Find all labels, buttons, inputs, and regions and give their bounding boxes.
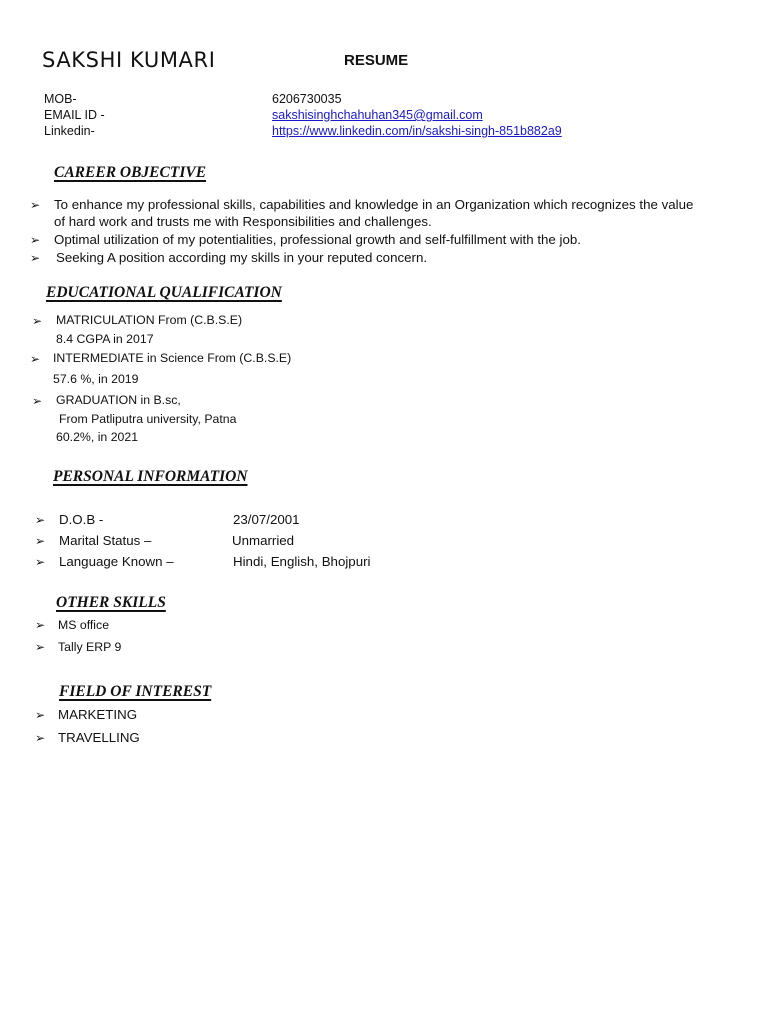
- career-item-3: Seeking A position according my skills in your reputed concern.: [56, 250, 428, 265]
- arrowhead-bullet-icon: ➢: [35, 618, 46, 632]
- skill-item-1: MS office: [58, 618, 110, 632]
- language-known-value: Hindi, English, Bhojpuri: [233, 554, 371, 569]
- arrowhead-bullet-icon: ➢: [30, 251, 41, 265]
- education-item-1-line-2: 8.4 CGPA in 2017: [56, 332, 154, 346]
- education-heading: EDUCATIONAL QUALIFICATION: [46, 284, 282, 301]
- education-item-2-line-2: 57.6 %, in 2019: [53, 372, 139, 386]
- arrowhead-bullet-icon: ➢: [35, 731, 46, 745]
- arrowhead-bullet-icon: ➢: [32, 314, 43, 328]
- personal-info-heading: PERSONAL INFORMATION: [53, 468, 248, 485]
- arrowhead-bullet-icon: ➢: [35, 640, 46, 654]
- education-item-1-line-1: MATRICULATION From (C.B.S.E): [56, 313, 243, 327]
- education-item-2-line-1: INTERMEDIATE in Science From (C.B.S.E): [53, 351, 292, 365]
- education-item-3-line-3: 60.2%, in 2021: [56, 430, 139, 444]
- mob-value: 6206730035: [272, 92, 342, 106]
- email-label: EMAIL ID -: [44, 108, 105, 122]
- education-item-3-line-1: GRADUATION in B.sc,: [56, 393, 181, 407]
- email-link[interactable]: sakshisinghchahuhan345@gmail.com: [272, 108, 483, 122]
- interest-item-1: MARKETING: [58, 707, 138, 722]
- language-known-label: Language Known –: [59, 554, 174, 569]
- arrowhead-bullet-icon: ➢: [35, 513, 46, 527]
- linkedin-link[interactable]: https://www.linkedin.com/in/sakshi-singh-851b882a9: [272, 124, 562, 138]
- marital-status-label: Marital Status –: [59, 533, 152, 548]
- candidate-name: SAKSHI KUMARI: [42, 48, 216, 72]
- resume-title: RESUME: [344, 52, 409, 69]
- mob-label: MOB-: [44, 92, 77, 106]
- other-skills-heading: OTHER SKILLS: [56, 594, 166, 611]
- career-objective-heading: CAREER OBJECTIVE: [54, 164, 207, 181]
- linkedin-label: Linkedin-: [44, 124, 95, 138]
- education-item-3-line-2: From Patliputra university, Patna: [59, 412, 237, 426]
- arrowhead-bullet-icon: ➢: [35, 534, 46, 548]
- field-of-interest-heading: FIELD OF INTEREST: [59, 683, 212, 700]
- interest-item-2: TRAVELLING: [58, 730, 140, 745]
- skill-item-2: Tally ERP 9: [58, 640, 122, 654]
- dob-value: 23/07/2001: [233, 512, 300, 527]
- arrowhead-bullet-icon: ➢: [30, 198, 41, 212]
- arrowhead-bullet-icon: ➢: [30, 233, 41, 247]
- arrowhead-bullet-icon: ➢: [32, 394, 43, 408]
- arrowhead-bullet-icon: ➢: [30, 352, 41, 366]
- marital-status-value: Unmarried: [232, 533, 295, 548]
- arrowhead-bullet-icon: ➢: [35, 555, 46, 569]
- dob-label: D.O.B -: [59, 512, 104, 527]
- career-item-1-line-2: of hard work and trusts me with Responsibilities and challenges.: [54, 214, 432, 229]
- career-item-2: Optimal utilization of my potentialities, professional growth and self-fulfillment with the job.: [54, 232, 581, 247]
- career-item-1-line-1: To enhance my professional skills, capabilities and knowledge in an Organization which recognizes the value: [54, 197, 694, 212]
- arrowhead-bullet-icon: ➢: [35, 708, 46, 722]
